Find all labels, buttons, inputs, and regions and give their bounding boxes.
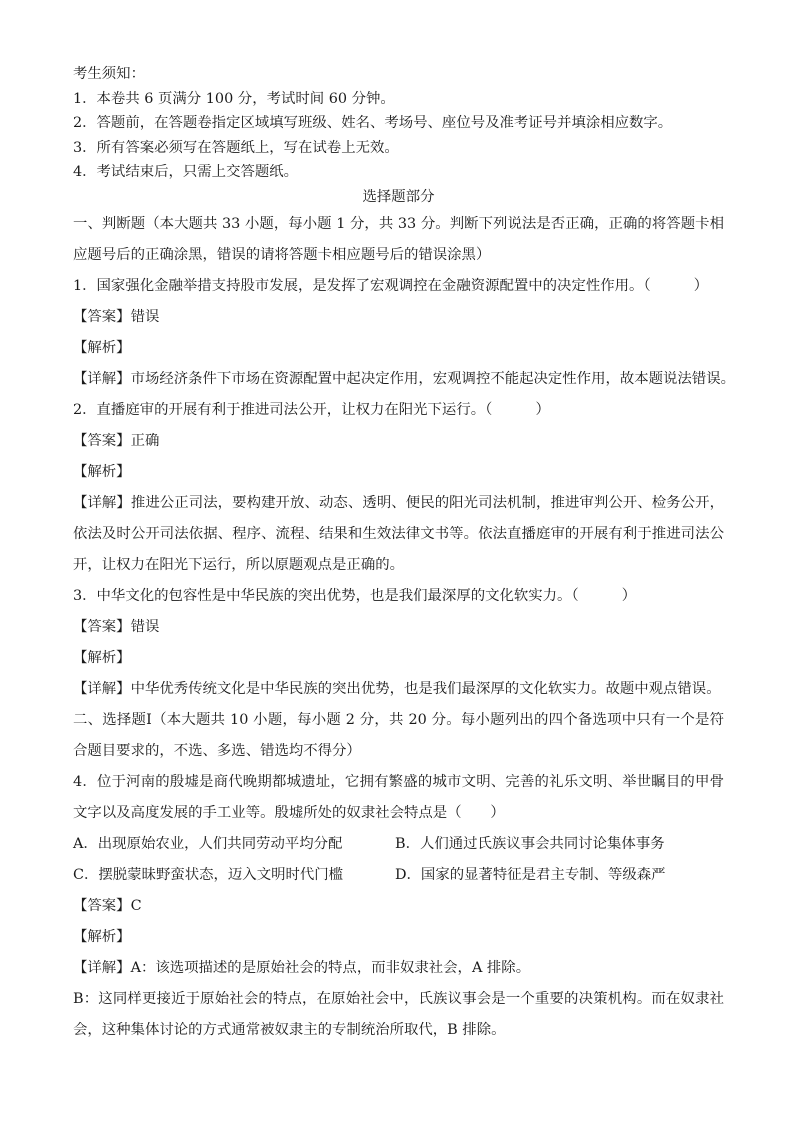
- detail-text: 【详解】A：该选项描述的是原始社会的特点，而非奴隶社会，A 排除。: [73, 959, 531, 976]
- notice-item: 1．本卷共 6 页满分 100 分，考试时间 60 分钟。: [73, 90, 395, 107]
- analysis-label: 【解析】: [73, 649, 131, 666]
- option-a: A．出现原始农业，人们共同劳动平均分配: [73, 835, 343, 852]
- analysis-label: 【解析】: [73, 463, 131, 480]
- analysis-label: 【解析】: [73, 339, 131, 356]
- options-row: [73, 860, 724, 891]
- analysis-label: 【解析】: [73, 928, 131, 945]
- question-stem: 3．中华文化的包容性是中华民族的突出优势，也是我们最深厚的文化软实力。（ ）: [73, 587, 637, 604]
- options-row: [73, 829, 724, 860]
- part2-heading: 二、选择题Ⅰ（本大题共 10 小题，每小题 2 分，共 20 分。每小题列出的四个备选项中只有一个是符合题目要求的，不选、多选、错选均不得分）: [73, 711, 724, 759]
- answer-label: 【答案】错误: [73, 618, 160, 635]
- question-stem: 4．位于河南的殷墟是商代晚期都城遗址，它拥有繁盛的城市文明、完善的礼乐文明、举世瞩目的甲骨文字以及高度发展的手工业等。殷墟所处的奴隶社会特点是（ ）: [73, 773, 724, 821]
- option-c: C．摆脱蒙昧野蛮状态，迈入文明时代门槛: [73, 866, 344, 883]
- detail-text: 【详解】中华优秀传统文化是中华民族的突出优势，也是我们最深厚的文化软实力。故题中观点错误。: [73, 680, 721, 697]
- detail-text: 【详解】推进公正司法，要构建开放、动态、透明、便民的阳光司法机制，推进审判公开、检务公开，依法及时公开司法依据、程序、流程、结果和生效法律文书等。依法直播庭审的开展有利于推进司法公开，让权力在阳光下运行，所以原题观点是正确的。: [73, 494, 724, 573]
- detail-text: B：这同样更接近于原始社会的特点，在原始社会中，氏族议事会是一个重要的决策机构。而在奴隶社会，这种集体讨论的方式通常被奴隶主的专制统治所取代，B 排除。: [73, 990, 724, 1038]
- option-b: B．人们通过氏族议事会共同讨论集体事务: [395, 835, 665, 852]
- part1-heading: 一、判断题（本大题共 33 小题，每小题 1 分，共 33 分。判断下列说法是否正确，正确的将答题卡相应题号后的正确涂黑，错误的请将答题卡相应题号后的错误涂黑）: [73, 215, 724, 263]
- question-stem: 2．直播庭审的开展有利于推进司法公开，让权力在阳光下运行。（ ）: [73, 401, 550, 418]
- option-d: D．国家的显著特征是君主专制、等级森严: [395, 866, 666, 883]
- notice-item: 4．考试结束后，只需上交答题纸。: [73, 164, 299, 181]
- section-title: 选择题部分: [362, 188, 435, 205]
- notice-item: 2．答题前，在答题卷指定区域填写班级、姓名、考场号、座位号及准考证号并填涂相应数字。: [73, 115, 673, 132]
- notice-title: 考生须知：: [73, 66, 145, 82]
- answer-label: 【答案】C: [73, 897, 142, 914]
- answer-label: 【答案】错误: [73, 308, 160, 325]
- notice-item: 3．所有答案必须写在答题纸上，写在试卷上无效。: [73, 139, 399, 156]
- question-stem: 1．国家强化金融举措支持股市发展，是发挥了宏观调控在金融资源配置中的决定性作用。（ ）: [73, 277, 709, 294]
- answer-label: 【答案】正确: [73, 432, 160, 449]
- detail-text: 【详解】市场经济条件下市场在资源配置中起决定作用，宏观调控不能起决定性作用，故本题说法错误。: [73, 370, 735, 387]
